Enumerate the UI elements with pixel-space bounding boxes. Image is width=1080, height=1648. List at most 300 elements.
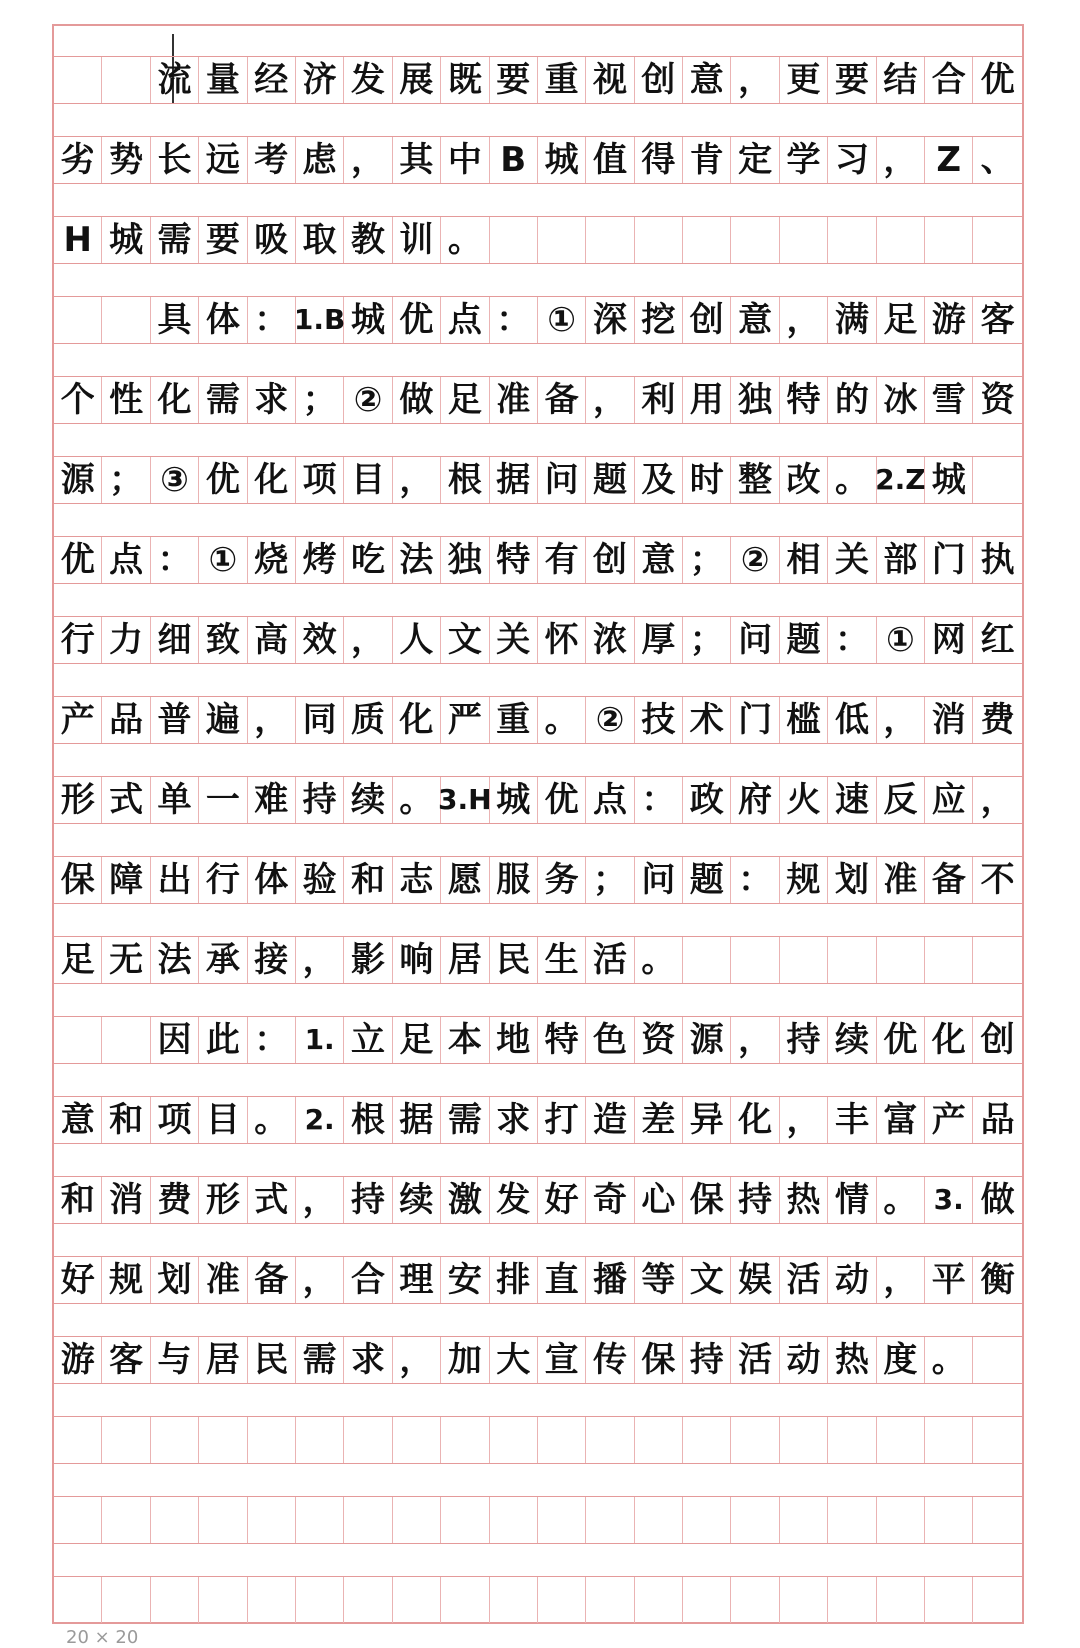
grid-cell: 。 bbox=[248, 1097, 296, 1143]
grid-cell: 政 bbox=[683, 777, 731, 823]
grid-row bbox=[54, 26, 1022, 106]
grid-row bbox=[54, 906, 1022, 986]
grid-cell: 问 bbox=[538, 457, 586, 503]
grid-cell: 城 bbox=[538, 137, 586, 183]
grid-cell: 愿 bbox=[441, 857, 489, 903]
grid-cell: 中 bbox=[441, 137, 489, 183]
grid-cell: 红 bbox=[980, 620, 1015, 660]
grid-cell: ， bbox=[586, 377, 634, 423]
grid-cell: 流 bbox=[151, 57, 199, 103]
grid-cell: 反 bbox=[877, 777, 925, 823]
grid-cell: ， bbox=[393, 1337, 441, 1383]
grid-cell: 热 bbox=[828, 1337, 876, 1383]
grid-cell: ② bbox=[344, 377, 392, 423]
grid-cell bbox=[973, 1337, 1021, 1383]
grid-cell: 根 bbox=[441, 457, 489, 503]
grid-cell bbox=[54, 297, 102, 343]
grid-cell: 发 bbox=[344, 57, 392, 103]
grid-cell bbox=[731, 937, 779, 983]
grid-row bbox=[54, 666, 1022, 746]
grid-row bbox=[54, 746, 1022, 826]
grid-cell: 产 bbox=[925, 1097, 973, 1143]
grid-cells bbox=[54, 536, 1022, 584]
grid-cell: 学 bbox=[780, 137, 828, 183]
grid-cell: 创 bbox=[635, 57, 683, 103]
grid-cell bbox=[102, 1577, 150, 1623]
grid-cell: 足 bbox=[54, 937, 102, 983]
grid-cell: 冰 bbox=[877, 377, 925, 423]
grid-cell: 要 bbox=[828, 57, 876, 103]
grid-cell: 雪 bbox=[925, 377, 973, 423]
grid-cell: ① bbox=[199, 537, 247, 583]
grid-cell bbox=[490, 1497, 538, 1543]
grid-cell: 虑 bbox=[296, 137, 344, 183]
grid-cell: 异 bbox=[683, 1097, 731, 1143]
grid-cell: 规 bbox=[780, 857, 828, 903]
grid-cell bbox=[877, 937, 925, 983]
grid-cell: 化 bbox=[248, 457, 296, 503]
row-spacer bbox=[54, 586, 1022, 617]
grid-cell: 致 bbox=[199, 617, 247, 663]
grid-cell: 城 bbox=[102, 217, 150, 263]
grid-cell: 府 bbox=[731, 777, 779, 823]
row-spacer bbox=[54, 1226, 1022, 1257]
row-spacer bbox=[54, 1546, 1022, 1577]
grid-cell: ； bbox=[683, 617, 731, 663]
grid-cell bbox=[393, 1497, 441, 1543]
grid-cell: 形 bbox=[199, 1177, 247, 1223]
grid-cells bbox=[54, 856, 1022, 904]
grid-cell: 需 bbox=[296, 1337, 344, 1383]
grid-cell: 高 bbox=[248, 617, 296, 663]
grid-cell: 生 bbox=[538, 937, 586, 983]
row-spacer bbox=[54, 1466, 1022, 1497]
grid-cell: 根 bbox=[344, 1097, 392, 1143]
grid-cell: 务 bbox=[538, 857, 586, 903]
grid-cell: 不 bbox=[980, 860, 1015, 900]
grid-cell: 宣 bbox=[538, 1337, 586, 1383]
grid-cell: 形 bbox=[54, 777, 102, 823]
grid-cell bbox=[683, 1577, 731, 1623]
grid-cell: 点 bbox=[102, 537, 150, 583]
grid-cell: 影 bbox=[344, 937, 392, 983]
grid-cell: 低 bbox=[828, 697, 876, 743]
grid-cell: ， bbox=[296, 1177, 344, 1223]
grid-cell: 目 bbox=[199, 1097, 247, 1143]
grid-cell: 与 bbox=[151, 1337, 199, 1383]
grid-cells bbox=[54, 1416, 1022, 1464]
grid-cells bbox=[54, 1096, 1022, 1144]
grid-cell: 持 bbox=[780, 1017, 828, 1063]
grid-row bbox=[54, 266, 1022, 346]
grid-cell: 持 bbox=[344, 1177, 392, 1223]
row-spacer bbox=[54, 1306, 1022, 1337]
grid-row bbox=[54, 1066, 1022, 1146]
grid-cell: 排 bbox=[490, 1257, 538, 1303]
row-spacer bbox=[54, 826, 1022, 857]
grid-cell: 客 bbox=[102, 1337, 150, 1383]
grid-cell bbox=[490, 217, 538, 263]
grid-cell: 度 bbox=[877, 1337, 925, 1383]
grid-cell: 准 bbox=[490, 377, 538, 423]
grid-cell bbox=[973, 217, 1021, 263]
grid-cell bbox=[54, 1417, 102, 1463]
grid-cell: 门 bbox=[925, 537, 973, 583]
grid-cell bbox=[151, 1577, 199, 1623]
grid-cell: ， bbox=[731, 57, 779, 103]
grid-cell: 及 bbox=[635, 457, 683, 503]
grid-cell: 直 bbox=[538, 1257, 586, 1303]
grid-cells bbox=[54, 696, 1022, 744]
grid-cell: 普 bbox=[151, 697, 199, 743]
grid-cell bbox=[490, 1417, 538, 1463]
grid-cell: ， bbox=[780, 297, 828, 343]
grid-cell bbox=[635, 1577, 683, 1623]
grid-cell: 深 bbox=[586, 297, 634, 343]
grid-cell bbox=[683, 1497, 731, 1543]
grid-cell: 此 bbox=[199, 1017, 247, 1063]
grid-cell: 需 bbox=[441, 1097, 489, 1143]
grid-cell: 需 bbox=[199, 377, 247, 423]
grid-cell bbox=[441, 1577, 489, 1623]
grid-cell: 色 bbox=[586, 1017, 634, 1063]
grid-cells bbox=[54, 1336, 1022, 1384]
grid-cell: 和 bbox=[102, 1097, 150, 1143]
grid-cell bbox=[538, 1417, 586, 1463]
grid-cell: 衡 bbox=[980, 1260, 1015, 1300]
grid-cell: 一 bbox=[199, 777, 247, 823]
grid-cell: H bbox=[54, 217, 102, 263]
grid-cell: 丰 bbox=[828, 1097, 876, 1143]
grid-cell: 要 bbox=[490, 57, 538, 103]
grid-cell: 因 bbox=[151, 1017, 199, 1063]
grid-cell: 划 bbox=[828, 857, 876, 903]
grid-cell: 。 bbox=[441, 217, 489, 263]
grid-cell bbox=[586, 217, 634, 263]
grid-cells bbox=[54, 456, 1022, 504]
grid-cell: 整 bbox=[731, 457, 779, 503]
grid-cell: 烤 bbox=[296, 537, 344, 583]
grid-cell: 立 bbox=[344, 1017, 392, 1063]
grid-cell: 求 bbox=[344, 1337, 392, 1383]
grid-cell: ， bbox=[344, 137, 392, 183]
grid-cell bbox=[877, 1417, 925, 1463]
grid-cell: 好 bbox=[538, 1177, 586, 1223]
grid-cell: 重 bbox=[490, 697, 538, 743]
grid-cell: 费 bbox=[151, 1177, 199, 1223]
grid-cell: 足 bbox=[877, 297, 925, 343]
grid-cell bbox=[296, 1577, 344, 1623]
grid-cell bbox=[248, 1497, 296, 1543]
grid-cells bbox=[54, 56, 1022, 104]
grid-cell bbox=[828, 217, 876, 263]
grid-cell: ： bbox=[248, 297, 296, 343]
grid-cells bbox=[54, 1176, 1022, 1224]
grid-cell: 问 bbox=[731, 617, 779, 663]
grid-cell bbox=[102, 297, 150, 343]
grid-cell: ， bbox=[877, 137, 925, 183]
grid-cell bbox=[296, 1417, 344, 1463]
grid-row bbox=[54, 1226, 1022, 1306]
grid-cell: 播 bbox=[586, 1257, 634, 1303]
grid-cell: 要 bbox=[199, 217, 247, 263]
grid-cell bbox=[925, 217, 973, 263]
grid-cell bbox=[586, 1417, 634, 1463]
grid-cell: 。 bbox=[538, 697, 586, 743]
grid-cell bbox=[344, 1497, 392, 1543]
grid-cell: 得 bbox=[635, 137, 683, 183]
grid-cell: ： bbox=[635, 777, 683, 823]
grid-cell: ： bbox=[731, 857, 779, 903]
grid-cell: 结 bbox=[877, 57, 925, 103]
grid-cell: ； bbox=[586, 857, 634, 903]
grid-cell: ， bbox=[877, 697, 925, 743]
grid-cells bbox=[54, 136, 1022, 184]
grid-cell: 源 bbox=[54, 457, 102, 503]
grid-cell bbox=[973, 1417, 1021, 1463]
grid-cell: 传 bbox=[586, 1337, 634, 1383]
grid-cell: 动 bbox=[780, 1337, 828, 1383]
grid-cell: 吸 bbox=[248, 217, 296, 263]
grid-cell: 承 bbox=[199, 937, 247, 983]
grid-cell bbox=[102, 1017, 150, 1063]
grid-cell bbox=[925, 1577, 973, 1623]
grid-cell: 2.Z bbox=[877, 457, 925, 503]
grid-cell: 展 bbox=[393, 57, 441, 103]
grid-cell: ， bbox=[393, 457, 441, 503]
grid-cell: 相 bbox=[780, 537, 828, 583]
grid-cell: 网 bbox=[925, 617, 973, 663]
grid-cell: 长 bbox=[151, 137, 199, 183]
grid-cell: ② bbox=[731, 537, 779, 583]
grid-cell: 化 bbox=[151, 377, 199, 423]
row-spacer bbox=[54, 346, 1022, 377]
grid-cell: 据 bbox=[490, 457, 538, 503]
grid-cell: 部 bbox=[877, 537, 925, 583]
grid-cell: ； bbox=[296, 377, 344, 423]
grid-cell: 意 bbox=[683, 57, 731, 103]
grid-cell: 本 bbox=[441, 1017, 489, 1063]
grid-cell bbox=[586, 1577, 634, 1623]
grid-cell: 门 bbox=[731, 697, 779, 743]
grid-row bbox=[54, 186, 1022, 266]
grid-cell: 优 bbox=[877, 1017, 925, 1063]
grid-cell: 持 bbox=[731, 1177, 779, 1223]
grid-cell: 志 bbox=[393, 857, 441, 903]
grid-cell: 城 bbox=[925, 457, 973, 503]
grid-cell bbox=[538, 1497, 586, 1543]
grid-cells bbox=[54, 1576, 1022, 1624]
grid-cell: 优 bbox=[54, 537, 102, 583]
grid-cell: 障 bbox=[102, 857, 150, 903]
grid-cells bbox=[54, 776, 1022, 824]
grid-cell: 优 bbox=[393, 297, 441, 343]
grid-cell bbox=[780, 1417, 828, 1463]
grid-cell: 理 bbox=[393, 1257, 441, 1303]
grid-cell: 品 bbox=[102, 697, 150, 743]
grid-cell: 1.B bbox=[296, 297, 344, 343]
grid-cell: 化 bbox=[731, 1097, 779, 1143]
grid-cell: 火 bbox=[780, 777, 828, 823]
grid-cell: 单 bbox=[151, 777, 199, 823]
grid-cell bbox=[344, 1577, 392, 1623]
row-spacer bbox=[54, 746, 1022, 777]
grid-cell: 资 bbox=[635, 1017, 683, 1063]
grid-cell bbox=[635, 1497, 683, 1543]
grid-cell bbox=[199, 1417, 247, 1463]
grid-row bbox=[54, 106, 1022, 186]
grid-cell bbox=[828, 1497, 876, 1543]
grid-cell bbox=[635, 217, 683, 263]
grid-cell: B bbox=[490, 137, 538, 183]
grid-cell bbox=[731, 1417, 779, 1463]
grid-cell: 据 bbox=[393, 1097, 441, 1143]
grid-cell: ， bbox=[344, 617, 392, 663]
grid-cell: 习 bbox=[828, 137, 876, 183]
grid-cell: 远 bbox=[199, 137, 247, 183]
grid-cell: 技 bbox=[635, 697, 683, 743]
grid-cell: Z bbox=[925, 137, 973, 183]
grid-cell bbox=[441, 1497, 489, 1543]
row-spacer bbox=[54, 1066, 1022, 1097]
grid-cell: 既 bbox=[441, 57, 489, 103]
grid-cell bbox=[635, 1417, 683, 1463]
grid-cell: 优 bbox=[980, 60, 1015, 100]
grid-cell: 城 bbox=[344, 297, 392, 343]
row-spacer bbox=[54, 1386, 1022, 1417]
grid-cell: 体 bbox=[248, 857, 296, 903]
grid-cell bbox=[102, 57, 150, 103]
grid-cell: 划 bbox=[151, 1257, 199, 1303]
writing-grid bbox=[54, 26, 1022, 1622]
grid-cell bbox=[973, 1497, 1021, 1543]
grid-cell bbox=[393, 1577, 441, 1623]
grid-cell: 关 bbox=[828, 537, 876, 583]
grid-cell bbox=[780, 1497, 828, 1543]
grid-cell: 平 bbox=[925, 1257, 973, 1303]
grid-cells bbox=[54, 1256, 1022, 1304]
grid-cell: 接 bbox=[248, 937, 296, 983]
grid-cell bbox=[54, 1577, 102, 1623]
grid-cell: 做 bbox=[980, 1180, 1015, 1220]
grid-cells bbox=[54, 616, 1022, 664]
grid-cell: ， bbox=[877, 1257, 925, 1303]
grid-cell: 特 bbox=[490, 537, 538, 583]
row-spacer bbox=[54, 906, 1022, 937]
grid-cell: 无 bbox=[102, 937, 150, 983]
grid-cell: 游 bbox=[54, 1337, 102, 1383]
grid-cell: 独 bbox=[441, 537, 489, 583]
row-spacer bbox=[54, 1146, 1022, 1177]
grid-cell: 力 bbox=[102, 617, 150, 663]
grid-cell: 意 bbox=[54, 1097, 102, 1143]
grid-cell bbox=[441, 1417, 489, 1463]
grid-cell: 发 bbox=[490, 1177, 538, 1223]
grid-cell: 消 bbox=[925, 697, 973, 743]
row-spacer bbox=[54, 506, 1022, 537]
grid-cell: 题 bbox=[780, 617, 828, 663]
grid-cell: 备 bbox=[248, 1257, 296, 1303]
grid-cell bbox=[490, 1577, 538, 1623]
grid-cell: 和 bbox=[54, 1177, 102, 1223]
grid-cell: ： bbox=[248, 1017, 296, 1063]
grid-cell: 法 bbox=[393, 537, 441, 583]
grid-cell: 。 bbox=[828, 457, 876, 503]
grid-cell bbox=[925, 937, 973, 983]
grid-cell: 有 bbox=[538, 537, 586, 583]
grid-cell bbox=[248, 1417, 296, 1463]
grid-cell: ： bbox=[151, 537, 199, 583]
grid-cell: 响 bbox=[393, 937, 441, 983]
grid-cell: ， bbox=[248, 697, 296, 743]
grid-cell bbox=[683, 1417, 731, 1463]
grid-cell: 产 bbox=[54, 697, 102, 743]
grid-cell: 重 bbox=[538, 57, 586, 103]
grid-cell bbox=[828, 1417, 876, 1463]
grid-cell: 造 bbox=[586, 1097, 634, 1143]
grid-cell: 娱 bbox=[731, 1257, 779, 1303]
grid-cell: ； bbox=[102, 457, 150, 503]
grid-cell: 2. bbox=[296, 1097, 344, 1143]
grid-cell: 创 bbox=[683, 297, 731, 343]
grid-cell: 问 bbox=[635, 857, 683, 903]
grid-cell bbox=[586, 1497, 634, 1543]
grid-cell: 法 bbox=[151, 937, 199, 983]
grid-cell: 吃 bbox=[344, 537, 392, 583]
grid-cell: 点 bbox=[441, 297, 489, 343]
grid-cell: 视 bbox=[586, 57, 634, 103]
grid-cell: 质 bbox=[344, 697, 392, 743]
grid-cell: 利 bbox=[635, 377, 683, 423]
grid-cell: 。 bbox=[393, 777, 441, 823]
row-spacer bbox=[54, 986, 1022, 1017]
grid-cell: 安 bbox=[441, 1257, 489, 1303]
grid-cell: 3.H bbox=[441, 777, 489, 823]
grid-cell: 需 bbox=[151, 217, 199, 263]
grid-cells bbox=[54, 216, 1022, 264]
grid-cell: ； bbox=[683, 537, 731, 583]
grid-row bbox=[54, 826, 1022, 906]
grid-cell bbox=[973, 1577, 1021, 1623]
grid-cell: 服 bbox=[490, 857, 538, 903]
grid-cell: 定 bbox=[731, 137, 779, 183]
grid-cell: 游 bbox=[925, 297, 973, 343]
grid-cell: 富 bbox=[877, 1097, 925, 1143]
grid-cell: ， bbox=[731, 1017, 779, 1063]
grid-row bbox=[54, 1466, 1022, 1546]
grid-cell: 势 bbox=[102, 137, 150, 183]
grid-cell: 地 bbox=[490, 1017, 538, 1063]
grid-cell: 槛 bbox=[780, 697, 828, 743]
grid-cells bbox=[54, 376, 1022, 424]
grid-cell bbox=[877, 1497, 925, 1543]
grid-cell: 源 bbox=[683, 1017, 731, 1063]
grid-cell: 出 bbox=[151, 857, 199, 903]
grid-cell: 足 bbox=[393, 1017, 441, 1063]
grid-cell bbox=[683, 217, 731, 263]
grid-cell: 品 bbox=[980, 1100, 1015, 1140]
grid-cell: 创 bbox=[980, 1020, 1015, 1060]
grid-cell bbox=[199, 1577, 247, 1623]
grid-cell: 细 bbox=[151, 617, 199, 663]
grid-cell: 行 bbox=[54, 617, 102, 663]
grid-cell bbox=[731, 1577, 779, 1623]
grid-cell: 满 bbox=[828, 297, 876, 343]
grid-cell: 题 bbox=[586, 457, 634, 503]
grid-cell bbox=[780, 1577, 828, 1623]
grid-cell: 更 bbox=[780, 57, 828, 103]
grid-cell: 目 bbox=[344, 457, 392, 503]
